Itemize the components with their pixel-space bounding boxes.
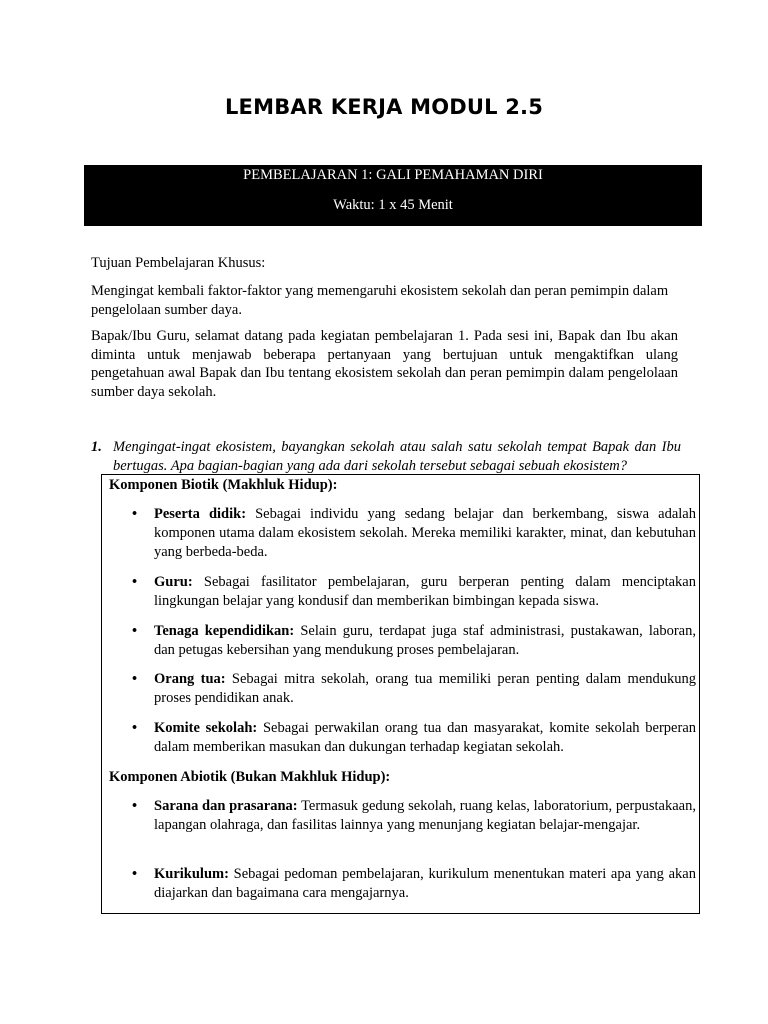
bullet-icon: • bbox=[132, 506, 138, 522]
list-item bbox=[132, 797, 696, 835]
session-title: PEMBELAJARAN 1: GALI PEMAHAMAN DIRI bbox=[243, 167, 543, 183]
list-item bbox=[132, 719, 697, 757]
item-term: Tenaga kependidikan: bbox=[154, 623, 295, 639]
list-item bbox=[132, 670, 697, 708]
question-text: Mengingat-ingat ekosistem, bayangkan sekolah atau salah satu sekolah tempat Bapak dan Ibu bertugas. Apa bagian-bagian yang ada dari sekolah tersebut sebagai sebuah ekosistem? bbox=[113, 439, 681, 474]
item-term: Kurikulum: bbox=[154, 866, 229, 882]
session-duration: Waktu: 1 x 45 Menit bbox=[333, 197, 453, 213]
question-number: 1. bbox=[91, 439, 102, 455]
abiotic-heading: Komponen Abiotik (Bukan Makhluk Hidup): bbox=[109, 769, 391, 785]
answer-box bbox=[101, 474, 700, 914]
welcome-paragraph: Bapak/Ibu Guru, selamat datang pada kegiatan pembelajaran 1. Pada sesi ini, Bapak dan Ibu akan diminta untuk menjawab beberapa pertanyaan yang bertujuan untuk mengaktifkan ulang pengetahuan awal Bapak dan Ibu tentang ekosistem sekolah dan peran pemimpin dalam pengelolaan sumber daya sekolah. bbox=[91, 328, 678, 400]
list-item bbox=[132, 573, 696, 611]
bullet-icon: • bbox=[132, 574, 138, 590]
question-1 bbox=[91, 438, 681, 475]
item-term: Orang tua: bbox=[154, 671, 226, 687]
bullet-icon: • bbox=[132, 671, 138, 687]
session-banner bbox=[84, 165, 702, 226]
item-term: Peserta didik: bbox=[154, 506, 247, 522]
bullet-icon: • bbox=[132, 720, 138, 736]
biotic-heading: Komponen Biotik (Makhluk Hidup): bbox=[109, 477, 338, 493]
list-item bbox=[132, 505, 696, 562]
item-desc: Sebagai individu yang sedang belajar dan berkembang, siswa adalah komponen utama dalam ekosistem sekolah. Mereka memiliki karakter, minat, dan kebutuhan yang berbeda-beda. bbox=[154, 506, 696, 560]
item-desc: Sebagai fasilitator pembelajaran, guru berperan penting dalam menciptakan lingkungan belajar yang kondusif dan memberikan bimbingan kepada siswa. bbox=[154, 574, 696, 609]
page-title: LEMBAR KERJA MODUL 2.5 bbox=[224, 95, 544, 119]
list-item bbox=[132, 622, 696, 660]
item-term: Guru: bbox=[154, 574, 193, 590]
bullet-icon: • bbox=[132, 623, 138, 639]
item-term: Komite sekolah: bbox=[154, 720, 258, 736]
item-desc: Termasuk gedung sekolah, ruang kelas, laboratorium, perpustakaan, lapangan olahraga, dan fasilitas lainnya yang menunjang kegiatan belajar-mengajar. bbox=[154, 798, 696, 833]
objective-heading: Tujuan Pembelajaran Khusus: bbox=[91, 255, 266, 271]
item-desc: Sebagai perwakilan orang tua dan masyarakat, komite sekolah berperan dalam memberikan masukan dan dukungan terhadap kegiatan sekolah. bbox=[154, 720, 697, 755]
list-item bbox=[132, 865, 696, 903]
objective-text: Mengingat kembali faktor-faktor yang memengaruhi ekosistem sekolah dan peran pemimpin dalam pengelolaan sumber daya. bbox=[91, 283, 669, 318]
bullet-icon: • bbox=[132, 798, 138, 814]
bullet-icon: • bbox=[132, 866, 138, 882]
item-desc: Selain guru, terdapat juga staf administrasi, pustakawan, laboran, dan petugas kebersihan yang mendukung proses pembelajaran. bbox=[154, 623, 696, 658]
item-term: Sarana dan prasarana: bbox=[154, 798, 298, 814]
item-desc: Sebagai pedoman pembelajaran, kurikulum menentukan materi apa yang akan diajarkan dan bagaimana cara mengajarnya. bbox=[154, 866, 696, 901]
item-desc: Sebagai mitra sekolah, orang tua memiliki peran penting dalam mendukung proses pendidikan anak. bbox=[154, 671, 697, 706]
